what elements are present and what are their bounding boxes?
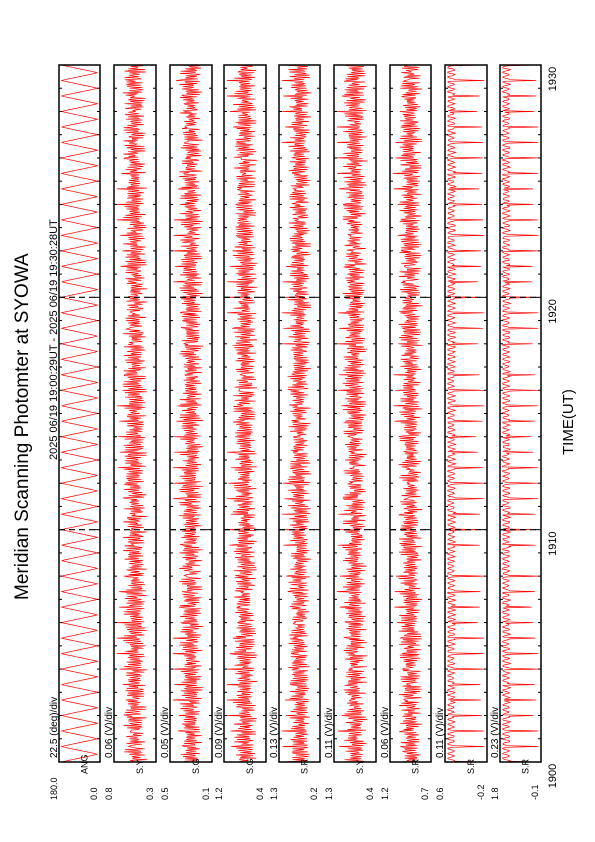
trace-9 — [503, 65, 539, 762]
time-range-subtitle: 2025 06/19 19:00:29UT - 2025 06/19 19:30:28UT — [48, 219, 60, 460]
y-tick-top-1: 180.0 — [49, 777, 59, 800]
scale-label-7: 0.06 (V)/div — [380, 706, 391, 758]
channel-label-1: ANG — [79, 754, 90, 774]
scale-label-5: 0.13 (V)/div — [269, 706, 280, 758]
scale-label-8: 0.11 (V)/div — [435, 707, 446, 758]
y-tick-top-9: 1.8 — [490, 787, 500, 800]
channel-label-8: S.R — [466, 758, 476, 774]
channel-label-7: S.R — [410, 758, 421, 774]
channel-label-4: S.G — [245, 758, 255, 774]
y-tick-bottom-1: 0.0 — [89, 787, 99, 800]
trace-7 — [393, 65, 423, 762]
trace-1 — [62, 65, 98, 762]
x-tick-1900: 1900 — [547, 763, 559, 789]
y-tick-bottom-6: 0.4 — [365, 787, 375, 800]
trace-6 — [337, 65, 368, 762]
scale-label-1: 22.5 (deg)/div — [49, 696, 60, 758]
x-tick-1910: 1910 — [547, 531, 559, 556]
y-tick-bottom-2: 0.3 — [145, 787, 155, 800]
x-tick-1930: 1930 — [547, 66, 559, 92]
x-axis-label: TIME(UT) — [560, 389, 577, 455]
scale-label-3: 0.05 (V)/div — [160, 706, 171, 758]
channel-label-9: S.R — [520, 758, 531, 774]
y-tick-top-5: 1.3 — [269, 787, 279, 800]
y-tick-bottom-7: 0.7 — [420, 787, 430, 800]
scale-label-6: 0.11 (V)/div — [324, 707, 335, 758]
channel-label-5: S.R — [299, 758, 310, 774]
trace-2 — [117, 65, 148, 762]
scale-label-2: 0.06 (V)/div — [104, 706, 115, 758]
channel-label-3: S.G — [191, 758, 201, 774]
trace-5 — [282, 65, 312, 762]
y-tick-bottom-8: -0.2 — [476, 784, 486, 800]
y-tick-bottom-5: 0.2 — [309, 787, 319, 800]
x-tick-1920: 1920 — [547, 299, 559, 324]
y-tick-top-6: 1.3 — [324, 787, 334, 800]
trace-4 — [227, 65, 258, 762]
y-tick-top-4: 1.2 — [214, 787, 224, 800]
trace-3 — [173, 65, 204, 762]
y-tick-top-3: 0.5 — [160, 787, 170, 800]
scale-label-9: 0.23 (V)/div — [490, 706, 501, 758]
y-tick-bottom-9: -0.1 — [530, 784, 540, 800]
y-tick-bottom-3: 0.1 — [201, 787, 211, 800]
y-tick-bottom-4: 0.4 — [255, 787, 265, 800]
y-tick-top-2: 0.8 — [104, 787, 114, 800]
channel-label-2: S.Y — [135, 759, 145, 774]
trace-8 — [448, 65, 484, 762]
channel-label-6: S.Y — [355, 759, 365, 774]
y-tick-top-7: 1.2 — [380, 787, 390, 800]
page-title: Meridian Scanning Photomter at SYOWA — [12, 253, 33, 600]
scale-label-4: 0.09 (V)/div — [214, 706, 225, 758]
y-tick-top-8: 0.6 — [435, 787, 445, 800]
